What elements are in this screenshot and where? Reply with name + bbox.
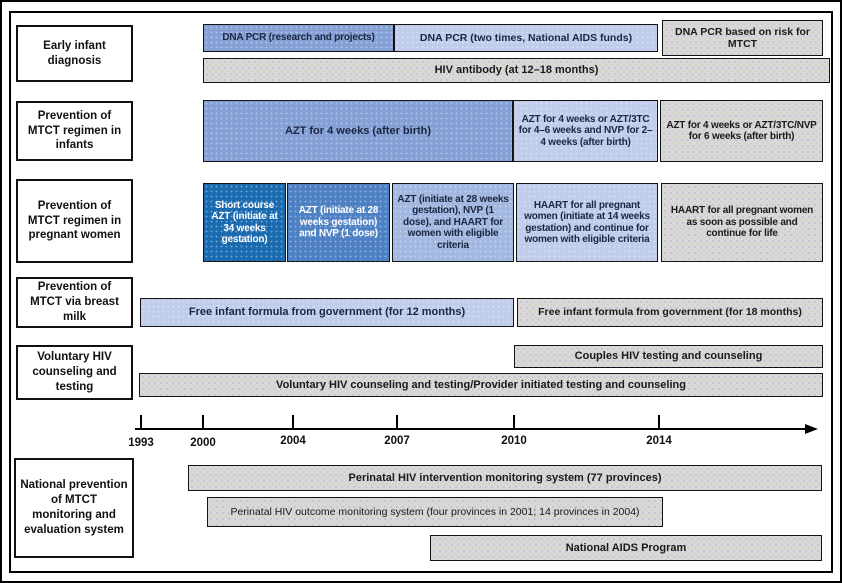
year-label-2014: 2014 [646,435,672,447]
bar-haart-for-life: HAART for all pregnant women as soon as possible and continue for life [661,183,823,262]
bar-azt-28-nvp-haart: AZT (initiate at 28 weeks gestation), NVP (1 dose), and HAART for women with eligible criteria [392,183,514,262]
bar-national-aids-program: National AIDS Program [430,535,822,561]
bar-haart-14-weeks: HAART for all pregnant women (initiate at 14 weeks gestation) and continue for women with eligible criteria [516,183,658,262]
bar-hiv-antibody: HIV antibody (at 12–18 months) [203,58,830,83]
row-label-mtct-breast-milk: Prevention of MTCT via breast milk [16,277,133,328]
timeline-arrowhead-icon [805,424,818,434]
row-label-voluntary-hiv-counseling: Voluntary HIV counseling and testing [16,345,133,400]
year-label-2010: 2010 [501,435,527,447]
year-label-1993: 1993 [128,437,154,449]
bar-azt-28-weeks-nvp: AZT (initiate at 28 weeks gestation) and NVP (1 dose) [287,183,390,262]
bar-dna-pcr-risk-mtct: DNA PCR based on risk for MTCT [662,20,823,56]
year-label-2004: 2004 [280,435,306,447]
bar-azt-3tc-nvp-6-weeks-infants: AZT for 4 weeks or AZT/3TC/NVP for 6 weeks (after birth) [660,100,823,162]
bar-free-formula-18-months: Free infant formula from government (for 18 months) [517,298,823,327]
tick-2014 [658,415,660,429]
timeline-axis [135,428,807,430]
tick-2010 [513,415,515,429]
row-label-mtct-regimen-pregnant-women: Prevention of MTCT regimen in pregnant women [16,179,133,263]
year-label-2000: 2000 [190,437,216,449]
row-label-mtct-regimen-infants: Prevention of MTCT regimen in infants [16,101,133,161]
row-label-early-infant-diagnosis: Early infant diagnosis [16,25,133,82]
bar-short-course-azt: Short course AZT (initiate at 34 weeks gestation) [203,183,286,262]
row-label-national-monitoring-system: National prevention of MTCT monitoring and evaluation system [14,458,134,558]
bar-perinatal-outcome-monitoring: Perinatal HIV outcome monitoring system (four provinces in 2001; 14 provinces in 2004) [207,497,663,527]
bar-dna-pcr-two-times: DNA PCR (two times, National AIDS funds) [394,24,658,52]
tick-2000 [202,415,204,429]
bar-dna-pcr-research: DNA PCR (research and projects) [203,24,394,52]
tick-1993 [140,415,142,429]
bar-voluntary-counseling-testing: Voluntary HIV counseling and testing/Provider initiated testing and counseling [139,373,823,397]
year-label-2007: 2007 [384,435,410,447]
bar-azt-3tc-nvp-infants: AZT for 4 weeks or AZT/3TC for 4–6 weeks and NVP for 2–4 weeks (after birth) [513,100,658,162]
bar-azt-4-weeks-infants: AZT for 4 weeks (after birth) [203,100,513,162]
bar-free-formula-12-months: Free infant formula from government (for 12 months) [140,298,514,327]
bar-couples-hiv-testing: Couples HIV testing and counseling [514,345,823,368]
tick-2004 [292,415,294,429]
tick-2007 [396,415,398,429]
bar-perinatal-intervention-monitoring: Perinatal HIV intervention monitoring system (77 provinces) [188,465,822,491]
